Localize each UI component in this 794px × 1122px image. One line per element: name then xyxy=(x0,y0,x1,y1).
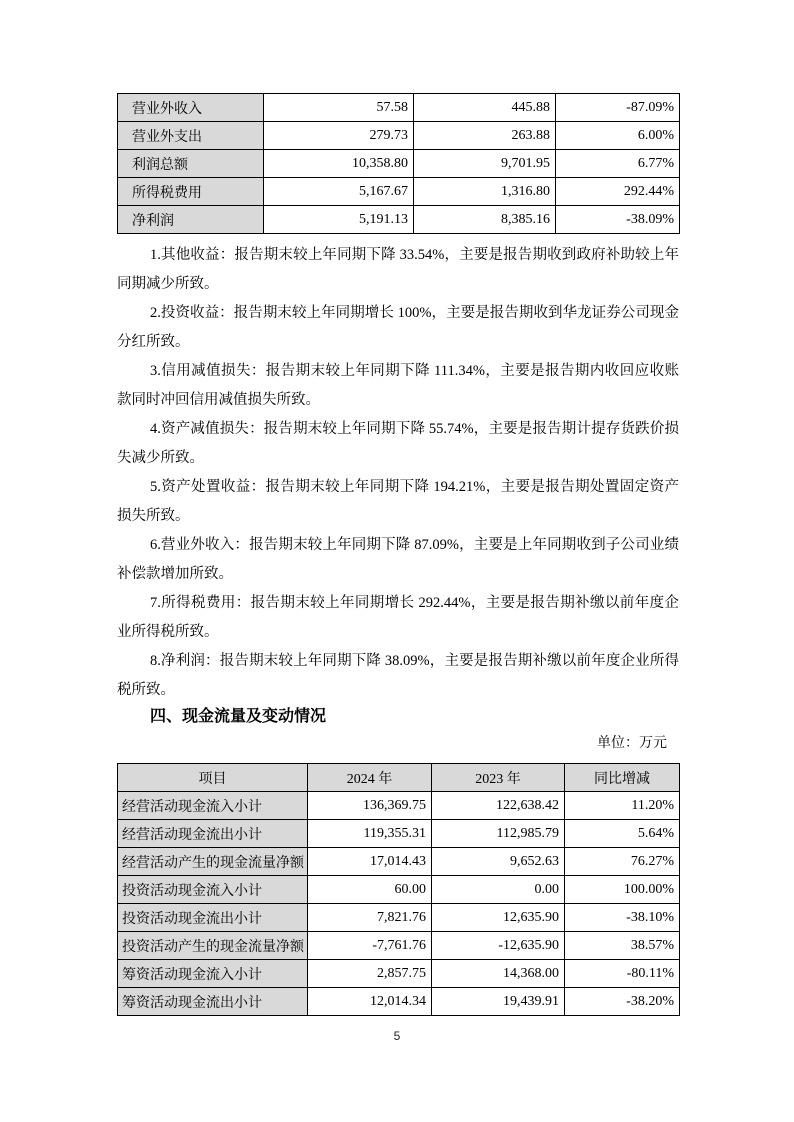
value-2024-cell: 5,191.13 xyxy=(264,206,414,234)
table-row xyxy=(118,904,680,932)
note-paragraph: 3.信用减值损失：报告期末较上年同期下降 111.34%，主要是报告期内收回应收账款同时冲回信用减值损失所致。 xyxy=(117,363,679,408)
change-cell: 6.00% xyxy=(556,122,680,150)
item-cell: 投资活动现金流出小计 xyxy=(118,904,308,932)
value-2024-cell: 5,167.67 xyxy=(264,178,414,206)
table-row xyxy=(118,792,680,820)
value-2023-cell: 1,316.80 xyxy=(414,178,556,206)
value-2023-cell: 9,652.63 xyxy=(432,848,565,876)
value-2023-cell: 9,701.95 xyxy=(414,150,556,178)
value-2024-cell: 60.00 xyxy=(308,876,432,904)
table-row xyxy=(118,932,680,960)
change-cell: 76.27% xyxy=(565,848,680,876)
item-cell: 投资活动现金流入小计 xyxy=(118,876,308,904)
change-cell: -38.20% xyxy=(565,988,680,1016)
column-header-2023: 2023 年 xyxy=(432,764,565,792)
item-cell: 经营活动现金流出小计 xyxy=(118,820,308,848)
note-paragraph: 8.净利润：报告期末较上年同期下降 38.09%，主要是报告期补缴以前年度企业所得税所致。 xyxy=(117,653,679,698)
unit-label: 单位：万元 xyxy=(597,736,667,751)
page-number: 5 xyxy=(393,1029,401,1043)
value-2023-cell: 122,638.42 xyxy=(432,792,565,820)
table-row xyxy=(118,122,680,150)
item-cell: 投资活动产生的现金流量净额 xyxy=(118,932,308,960)
value-2024-cell: 2,857.75 xyxy=(308,960,432,988)
change-cell: 38.57% xyxy=(565,932,680,960)
value-2023-cell: 112,985.79 xyxy=(432,820,565,848)
notes-section xyxy=(117,241,679,705)
value-2024-cell: 12,014.34 xyxy=(308,988,432,1016)
note-paragraph: 2.投资收益：报告期末较上年同期增长 100%，主要是报告期收到华龙证券公司现金分红所致。 xyxy=(117,305,679,350)
item-cell: 经营活动现金流入小计 xyxy=(118,792,308,820)
note-paragraph: 7.所得税费用：报告期末较上年同期增长 292.44%，主要是报告期补缴以前年度企业所得税所致。 xyxy=(117,595,679,640)
table-row xyxy=(118,988,680,1016)
table-row xyxy=(118,960,680,988)
table-row xyxy=(118,178,680,206)
change-cell: -87.09% xyxy=(556,94,680,122)
section-heading: 四、现金流量及变动情况 xyxy=(150,708,327,725)
table-row xyxy=(118,876,680,904)
change-cell: 292.44% xyxy=(556,178,680,206)
item-cell: 利润总额 xyxy=(118,150,264,178)
item-cell: 经营活动产生的现金流量净额 xyxy=(118,848,308,876)
change-cell: -80.11% xyxy=(565,960,680,988)
item-cell: 营业外收入 xyxy=(118,94,264,122)
value-2024-cell: 17,014.43 xyxy=(308,848,432,876)
table-row xyxy=(118,206,680,234)
item-cell: 净利润 xyxy=(118,206,264,234)
item-cell: 筹资活动现金流出小计 xyxy=(118,988,308,1016)
header-row xyxy=(118,764,680,792)
note-paragraph: 6.营业外收入：报告期末较上年同期下降 87.09%，主要是上年同期收到子公司业绩补偿款增加所致。 xyxy=(117,537,679,582)
item-cell: 筹资活动现金流入小计 xyxy=(118,960,308,988)
value-2024-cell: 10,358.80 xyxy=(264,150,414,178)
change-cell: 100.00% xyxy=(565,876,680,904)
note-paragraph: 5.资产处置收益：报告期末较上年同期下降 194.21%，主要是报告期处置固定资产损失所致。 xyxy=(117,479,679,524)
value-2023-cell: 0.00 xyxy=(432,876,565,904)
value-2023-cell: 14,368.00 xyxy=(432,960,565,988)
change-cell: 11.20% xyxy=(565,792,680,820)
cash-flow-table xyxy=(117,763,680,1016)
value-2024-cell: 7,821.76 xyxy=(308,904,432,932)
profit-items-table xyxy=(117,93,680,234)
value-2023-cell: -12,635.90 xyxy=(432,932,565,960)
column-header-item: 项目 xyxy=(118,764,308,792)
table-row xyxy=(118,820,680,848)
value-2023-cell: 263.88 xyxy=(414,122,556,150)
change-cell: -38.10% xyxy=(565,904,680,932)
value-2024-cell: 279.73 xyxy=(264,122,414,150)
change-cell: -38.09% xyxy=(556,206,680,234)
table-row xyxy=(118,94,680,122)
table-row xyxy=(118,848,680,876)
change-cell: 5.64% xyxy=(565,820,680,848)
value-2023-cell: 19,439.91 xyxy=(432,988,565,1016)
value-2024-cell: 136,369.75 xyxy=(308,792,432,820)
value-2023-cell: 12,635.90 xyxy=(432,904,565,932)
item-cell: 所得税费用 xyxy=(118,178,264,206)
value-2023-cell: 8,385.16 xyxy=(414,206,556,234)
value-2024-cell: -7,761.76 xyxy=(308,932,432,960)
note-paragraph: 1.其他收益：报告期末较上年同期下降 33.54%，主要是报告期收到政府补助较上年同期减少所致。 xyxy=(117,247,679,292)
table-row xyxy=(118,150,680,178)
column-header-2024: 2024 年 xyxy=(308,764,432,792)
item-cell: 营业外支出 xyxy=(118,122,264,150)
value-2023-cell: 445.88 xyxy=(414,94,556,122)
value-2024-cell: 57.58 xyxy=(264,94,414,122)
column-header-change: 同比增减 xyxy=(565,764,680,792)
value-2024-cell: 119,355.31 xyxy=(308,820,432,848)
change-cell: 6.77% xyxy=(556,150,680,178)
note-paragraph: 4.资产减值损失：报告期末较上年同期下降 55.74%，主要是报告期计提存货跌价损失减少所致。 xyxy=(117,421,679,466)
